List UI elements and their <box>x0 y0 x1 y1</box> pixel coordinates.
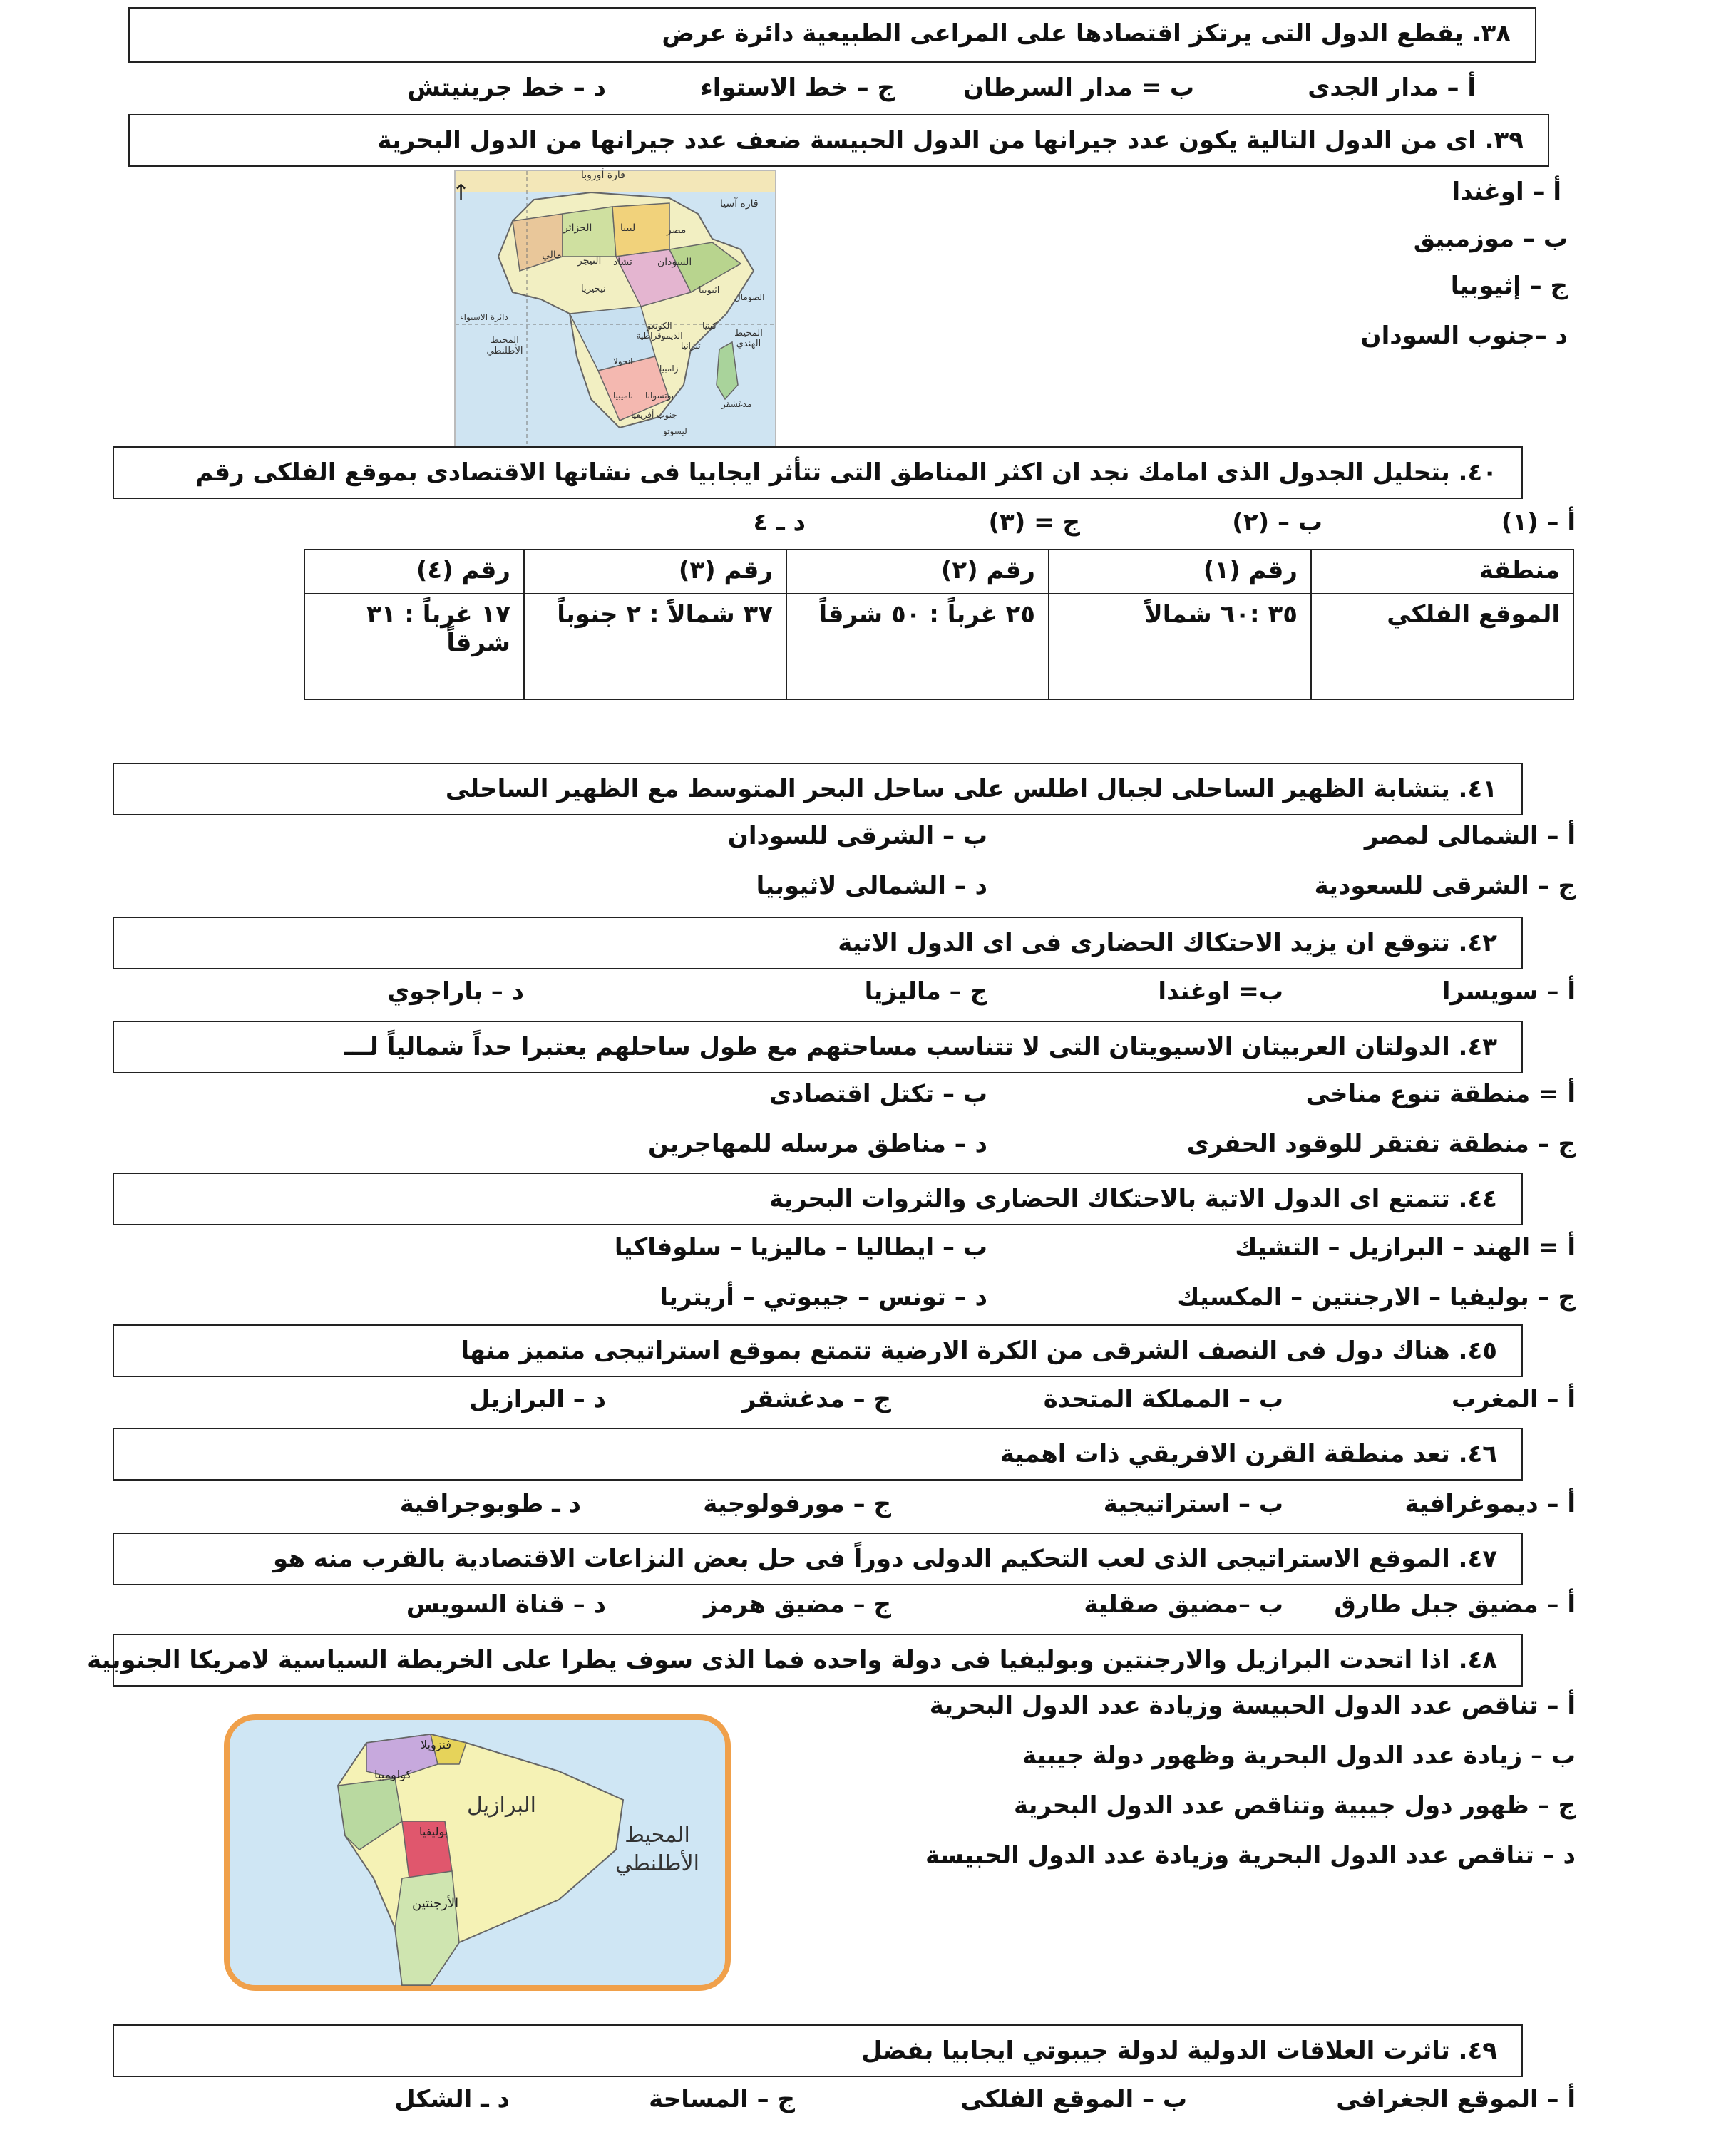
map-label-indian: المحيط الهندي <box>734 328 763 349</box>
question-45: ٤٥. هناك دول فى النصف الشرقى من الكرة الارضية تتمتع بموقع استراتيجى متميز منها <box>113 1324 1523 1377</box>
q48-option-a[interactable]: أ – تناقص عدد الدول الحبيسة وزيادة عدد الدول البحرية <box>929 1691 1576 1720</box>
table-header-3: رقم (٣) <box>524 550 786 594</box>
q41-option-c[interactable]: ج – الشرقى للسعودية <box>1314 872 1576 900</box>
q39-option-a[interactable]: أ – اوغندا <box>1452 177 1561 206</box>
q46-option-d[interactable]: د ـ طوبوجرافية <box>399 1490 581 1518</box>
map-label-bolivia: بوليفيا <box>419 1825 448 1838</box>
q41-option-d[interactable]: د – الشمالى لاثيوبيا <box>756 872 987 900</box>
q47-option-d[interactable]: د – قناة السويس <box>406 1590 606 1619</box>
q43-option-c[interactable]: ج – منطقة تفتقر للوقود الحفرى <box>1186 1130 1576 1158</box>
map-label-venezuela: فنزويلا <box>421 1738 452 1751</box>
map-label-argentina: الأرجنتين <box>412 1896 459 1911</box>
q49-option-b[interactable]: ب – الموقع الفلكى <box>960 2085 1187 2113</box>
map-label-atlantic: المحيط الأطلنطي <box>486 335 523 356</box>
q43-option-b[interactable]: ب – تكتل اقتصادى <box>769 1080 987 1108</box>
q48-option-b[interactable]: ب – زيادة عدد الدول البحرية وظهور دولة جيبية <box>1022 1741 1576 1770</box>
question-46: ٤٦. تعد منطقة القرن الافريقي ذات اهمية <box>113 1428 1523 1481</box>
table-cell-4: ١٧ غرباً : ٣١ شرقاً <box>304 594 524 699</box>
table-header-2: رقم (٢) <box>786 550 1049 594</box>
q41-option-b[interactable]: ب – الشرقى للسودان <box>727 822 987 850</box>
question-49: ٤٩. تاثرت العلاقات الدولية لدولة جيبوتي ايجابيا بفضل <box>113 2024 1523 2077</box>
map-label-drc: الكونغو الديموقراطية <box>636 321 683 341</box>
question-44: ٤٤. تتمتع اى الدول الاتية بالاحتكاك الحضارى والثروات البحرية <box>113 1173 1523 1225</box>
q45-option-c[interactable]: ج – مدغشقر <box>741 1385 891 1413</box>
table-cell-2: ٢٥ غرباً : ٥٠ شرقاً <box>786 594 1049 699</box>
map-label-nigeria: نيجيريا <box>581 284 606 294</box>
q45-option-b[interactable]: ب – المملكة المتحدة <box>1043 1385 1283 1413</box>
map-label-algeria: الجزائر <box>563 222 592 234</box>
q49-option-a[interactable]: أ – الموقع الجغرافى <box>1336 2085 1576 2113</box>
q42-option-c[interactable]: ج – ماليزيا <box>864 977 987 1006</box>
map-label-chad: تشاد <box>613 257 632 268</box>
q39-option-c[interactable]: ج – إثيوبيا <box>1450 272 1568 300</box>
q47-option-a[interactable]: أ – مضيق جبل طارق <box>1334 1590 1576 1619</box>
q39-option-b[interactable]: ب – موزمبيق <box>1413 225 1568 253</box>
q43-option-a[interactable]: أ = منطقة تنوع مناخى <box>1305 1080 1576 1108</box>
astronomical-location-table <box>304 549 1574 700</box>
map-label-zambia: زامبيا <box>659 364 679 374</box>
map-label-tanzania: تنزانيا <box>681 341 701 351</box>
q46-option-c[interactable]: ج – مورفولوجية <box>703 1490 891 1518</box>
q40-option-b[interactable]: ب – (٢) <box>1232 508 1322 537</box>
map-label-botswana: بوتسوانا <box>645 391 674 401</box>
q44-option-d[interactable]: د – تونس – جيبوتي – أريتريا <box>659 1283 987 1312</box>
map-label-south-africa: جنوب أفريقيا <box>631 410 677 420</box>
table-row-label: الموقع الفلكي <box>1311 594 1573 699</box>
map-label-sudan: السودان <box>657 257 692 268</box>
map-label-madagascar: مدغشقر <box>721 399 752 409</box>
q38-option-a[interactable]: أ – مدار الجدى <box>1308 73 1476 102</box>
map-label-asia: قارة آسيا <box>720 198 759 210</box>
q45-option-a[interactable]: أ – المغرب <box>1451 1385 1576 1413</box>
q42-option-a[interactable]: أ – سويسرا <box>1442 977 1576 1006</box>
map-label-niger: النيجر <box>577 255 602 267</box>
q42-option-b[interactable]: ب= اوغندا <box>1158 977 1283 1006</box>
table-header-1: رقم (١) <box>1049 550 1311 594</box>
q41-option-a[interactable]: أ – الشمالى لمصر <box>1364 822 1576 850</box>
map-label-lesotho: ليسوتو <box>663 426 687 436</box>
q42-option-d[interactable]: د – باراجوي <box>387 977 524 1006</box>
table-cell-1: ٣٥ :٦٠ شمالاً <box>1049 594 1311 699</box>
q43-option-d[interactable]: د – مناطق مرسله للمهاجرين <box>648 1130 987 1158</box>
question-38: ٣٨. يقطع الدول التى يرتكز اقتصادها على المراعى الطبيعية دائرة عرض <box>128 7 1536 63</box>
q48-option-c[interactable]: ج – ظهور دول جيبية وتناقص عدد الدول البحرية <box>1014 1791 1576 1820</box>
q38-option-d[interactable]: د – خط جرينيتش <box>407 73 606 102</box>
question-47: ٤٧. الموقع الاستراتيجى الذى لعب التحكيم الدولى دوراً فى حل بعض النزاعات الاقتصادية بالقرب منه هو <box>113 1533 1523 1585</box>
q46-option-b[interactable]: ب – استراتيجية <box>1103 1490 1283 1518</box>
table-header-4: رقم (٤) <box>304 550 524 594</box>
q44-option-c[interactable]: ج – بوليفيا – الارجنتين – المكسيك <box>1177 1283 1576 1312</box>
q49-option-c[interactable]: ج – المساحة <box>649 2085 795 2113</box>
q40-option-a[interactable]: أ – (١) <box>1501 508 1576 537</box>
map-label-kenya: كينيا <box>702 321 717 331</box>
q47-option-b[interactable]: ب –مضيق صقلية <box>1084 1590 1283 1619</box>
map-label-atlantic-ocean: المحيط الأطلنطي <box>615 1823 699 1876</box>
q47-option-c[interactable]: ج – مضيق هرمز <box>703 1590 891 1619</box>
q44-option-a[interactable]: أ = الهند – البرازيل – التشيك <box>1235 1233 1576 1262</box>
q44-option-b[interactable]: ب – ايطاليا – ماليزيا – سلوفاكيا <box>614 1233 987 1262</box>
q45-option-d[interactable]: د – البرازيل <box>469 1385 606 1413</box>
question-39: ٣٩. اى من الدول التالية يكون عدد جيرانها من الدول الحبيسة ضعف عدد جيرانها من الدول البحرية <box>128 114 1549 167</box>
question-41: ٤١. يتشابة الظهير الساحلى لجبال اطلس على ساحل البحر المتوسط مع الظهير الساحلى <box>113 763 1523 815</box>
map-label-europe: قارة أوروبا <box>581 170 625 181</box>
question-40: ٤٠. بتحليل الجدول الذى امامك نجد ان اكثر المناطق التى تتأثر ايجابيا فى نشاتها الاقتصادى بموقع الفلكى رقم <box>113 446 1523 499</box>
map-label-libya: ليبيا <box>620 222 636 234</box>
q39-option-d[interactable]: د –جنوب السودان <box>1360 321 1568 350</box>
svg-text:↑: ↑ <box>451 180 470 205</box>
q48-option-d[interactable]: د – تناقص عدد الدول البحرية وزيادة عدد الدول الحبيسة <box>925 1841 1576 1870</box>
map-label-egypt: مصر <box>667 225 687 236</box>
map-label-ethiopia: اثيوبيا <box>699 285 720 296</box>
q46-option-a[interactable]: أ – ديموغرافية <box>1404 1490 1576 1518</box>
table-cell-3: ٣٧ شمالاً : ٢ جنوباً <box>524 594 786 699</box>
map-label-somalia: الصومال <box>734 292 765 302</box>
map-label-namibia: ناميبيا <box>613 391 633 401</box>
q38-option-b[interactable]: ب = مدار السرطان <box>962 73 1194 102</box>
map-label-mali: مالي <box>542 249 562 261</box>
map-label-brazil: البرازيل <box>467 1793 536 1818</box>
question-48: ٤٨. اذا اتحدت البرازيل والارجنتين وبوليفيا فى دولة واحده فما الذى سوف يطرا على الخريطة السياسية لامريكا الجنوبية <box>113 1634 1523 1687</box>
map-label-equator: دائرة الاستواء <box>460 312 508 322</box>
q40-option-d[interactable]: د ـ ٤ <box>753 508 806 537</box>
question-43: ٤٣. الدولتان العربيتان الاسيويتان التى لا تتناسب مساحتهم مع طول ساحلهم يعتبرا حداً شمالياً لـــ <box>113 1021 1523 1073</box>
q49-option-d[interactable]: د ـ الشكل <box>394 2085 510 2113</box>
table-header-region: منطقة <box>1311 550 1573 594</box>
q40-option-c[interactable]: ج = (٣) <box>988 508 1080 537</box>
q38-option-c[interactable]: ج – خط الاستواء <box>700 73 895 102</box>
question-42: ٤٢. تتوقع ان يزيد الاحتكاك الحضارى فى اى الدول الاتية <box>113 917 1523 969</box>
map-label-angola: انجولا <box>613 356 633 366</box>
map-label-colombia: كولومبيا <box>374 1768 412 1781</box>
